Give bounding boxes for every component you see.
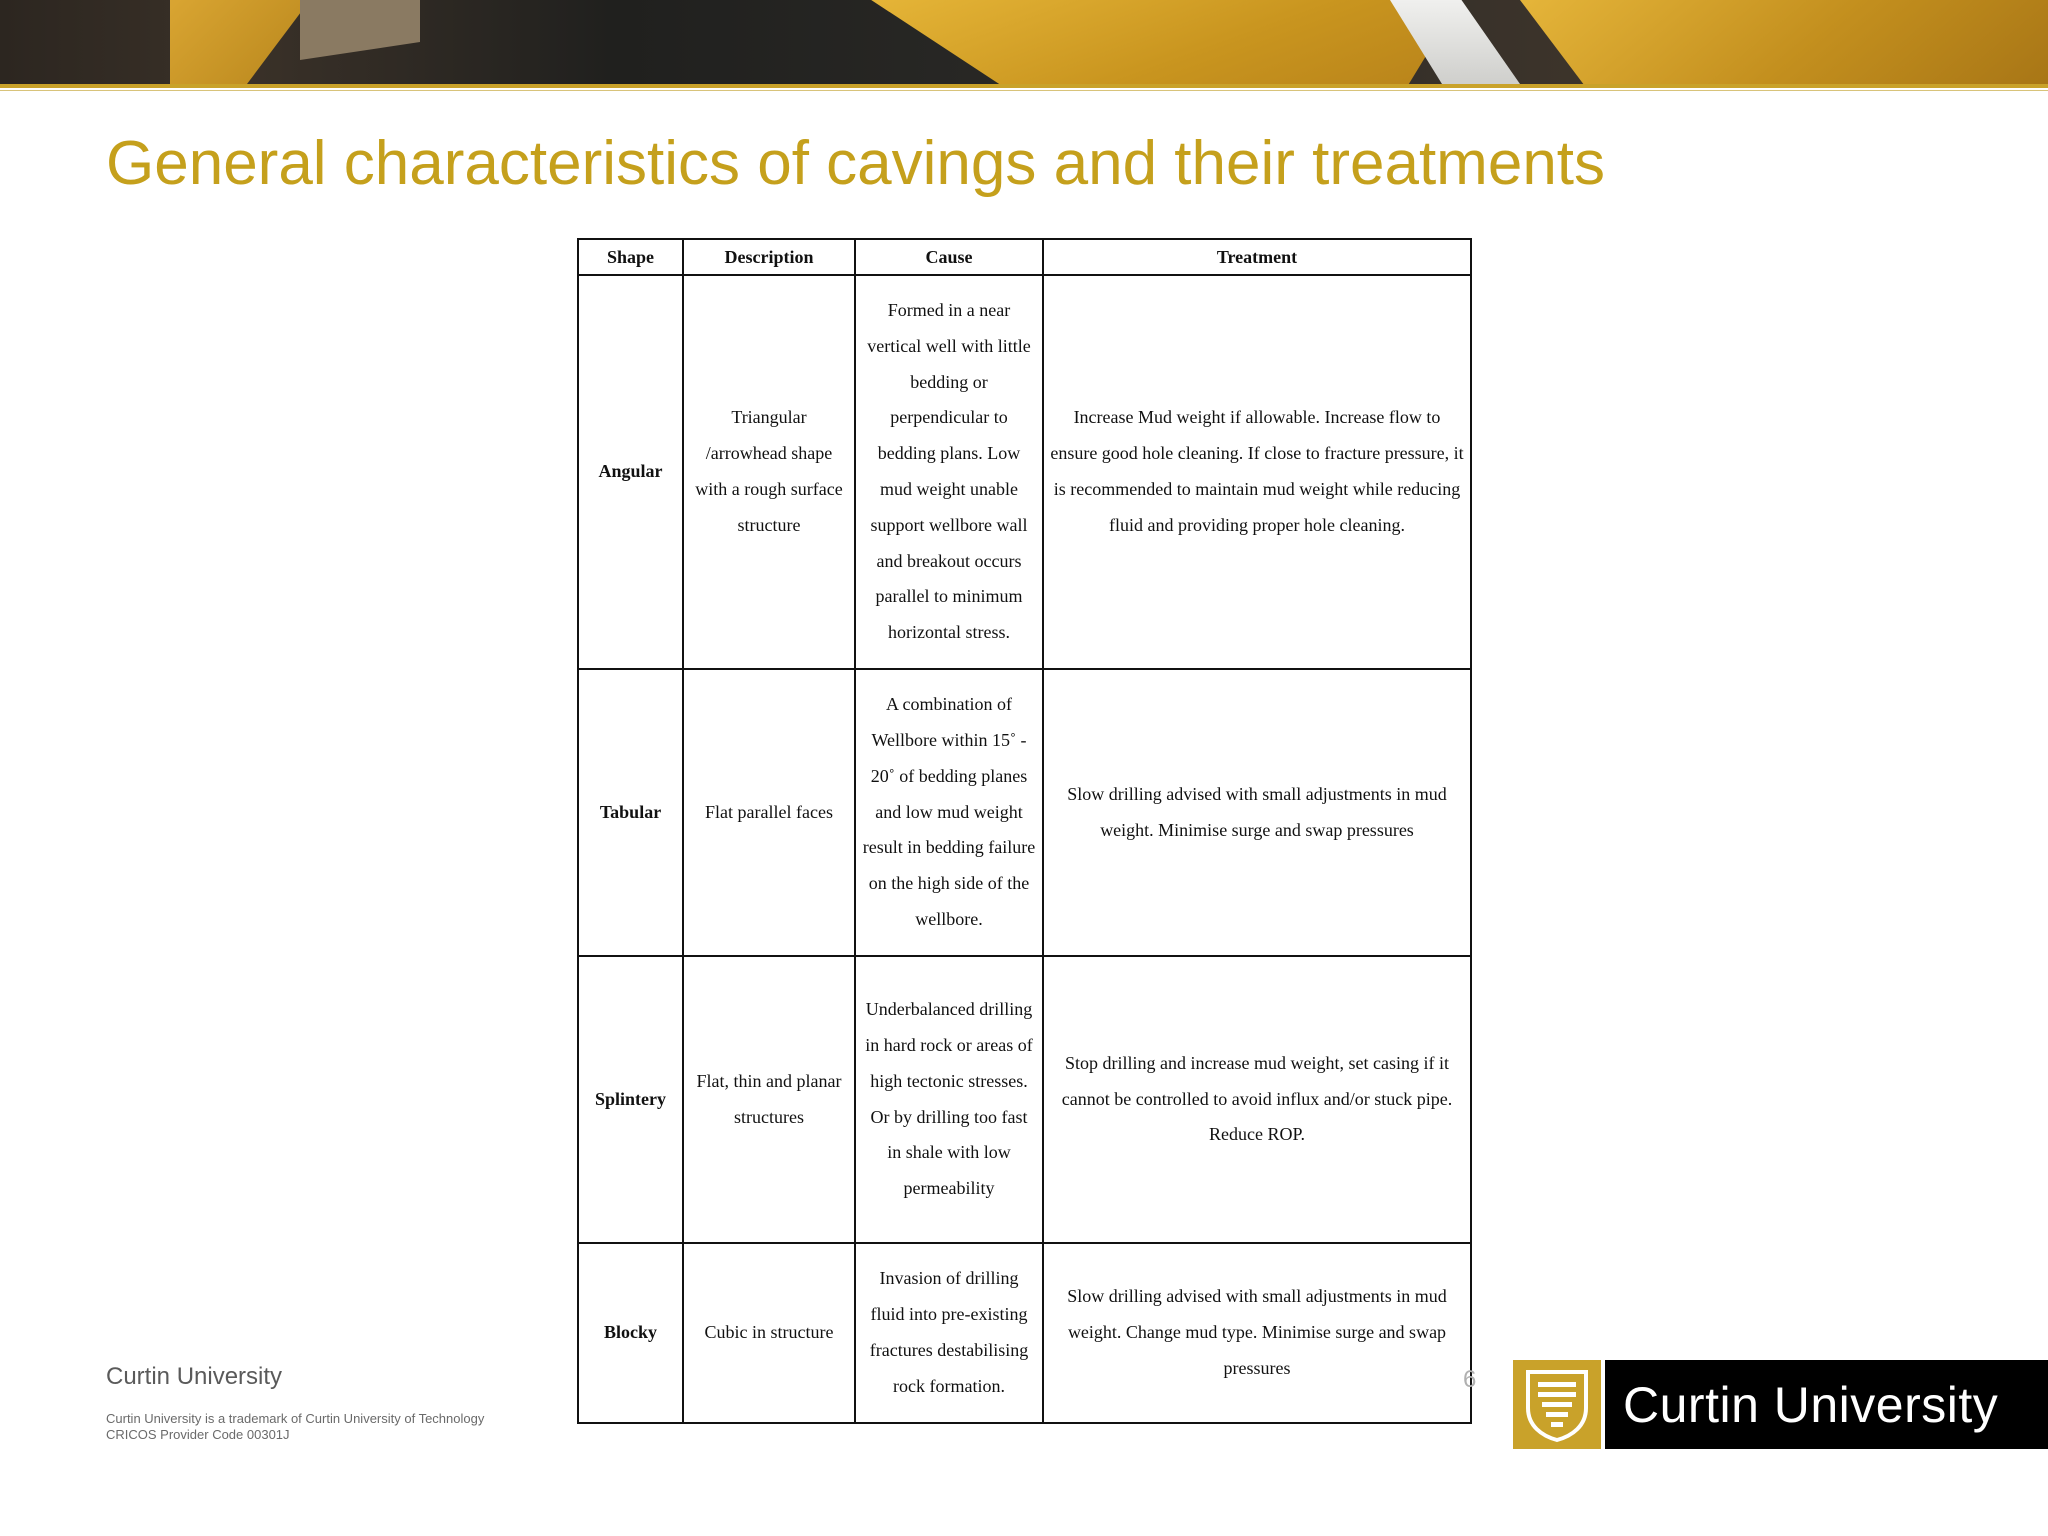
curtin-crest-icon <box>1513 1360 1601 1449</box>
treatment-extra-text: Reduce ROP. <box>1209 1124 1305 1145</box>
treatment-text: Stop drilling and increase mud weight, set casing if it cannot be controlled to avoid influx and/or stuck pipe. <box>1061 1052 1453 1109</box>
footer-legal-line-2: CRICOS Provider Code 00301J <box>106 1427 290 1442</box>
cell-shape: Splintery <box>578 956 683 1243</box>
cell-treatment <box>1043 956 1471 1243</box>
cell-description: Cubic in structure <box>683 1243 855 1423</box>
page-number: 6 <box>1463 1366 1477 1393</box>
header-photo-banner <box>0 0 2048 84</box>
footer-legal-text <box>106 1411 484 1443</box>
slide-title: General characteristics of cavings and their treatments <box>106 129 1606 198</box>
header-thin-rule <box>0 90 2048 91</box>
footer-university-name: Curtin University <box>106 1363 283 1390</box>
footer-legal-line-1: Curtin University is a trademark of Curtin University of Technology <box>106 1411 485 1426</box>
cell-treatment: Slow drilling advised with small adjustments in mud weight. Change mud type. Minimise surge and swap pressures <box>1043 1243 1471 1423</box>
curtin-logo <box>1513 1360 2048 1449</box>
cell-cause: Invasion of drilling fluid into pre-existing fractures destabilising rock formation. <box>855 1243 1043 1423</box>
table-row <box>578 1243 1471 1423</box>
cell-cause: Formed in a near vertical well with little bedding or perpendicular to bedding plans. Low mud weight unable support wellbore wall and breakout occurs parallel to minimum horizontal stress. <box>855 275 1043 669</box>
cavings-table <box>577 238 1472 1424</box>
header-gold-rule <box>0 84 2048 88</box>
cell-description: Triangular /arrowhead shape with a rough surface structure <box>683 275 855 669</box>
banner-yellow-panel-right <box>1520 0 2048 84</box>
cell-shape: Angular <box>578 275 683 669</box>
table-row <box>578 956 1471 1243</box>
cell-treatment: Slow drilling advised with small adjustments in mud weight. Minimise surge and swap pressures <box>1043 669 1471 956</box>
header-shape: Shape <box>578 239 683 275</box>
cell-cause: A combination of Wellbore within 15˚ - 20˚ of bedding planes and low mud weight result in bedding failure on the high side of the wellbore. <box>855 669 1043 956</box>
header-cause: Cause <box>855 239 1043 275</box>
cell-cause: Underbalanced drilling in hard rock or areas of high tectonic stresses. Or by drilling too fast in shale with low permeability <box>855 956 1043 1243</box>
cell-description: Flat, thin and planar structures <box>683 956 855 1243</box>
cell-shape: Blocky <box>578 1243 683 1423</box>
table-row <box>578 275 1471 669</box>
cell-treatment: Increase Mud weight if allowable. Increase flow to ensure good hole cleaning. If close to fracture pressure, it is recommended to maintain mud weight while reducing fluid and providing proper hole cleaning. <box>1043 275 1471 669</box>
cell-shape: Tabular <box>578 669 683 956</box>
table-row <box>578 669 1471 956</box>
cell-description: Flat parallel faces <box>683 669 855 956</box>
table-header-row <box>578 239 1471 275</box>
logo-wordmark: Curtin University <box>1605 1360 2048 1449</box>
header-description: Description <box>683 239 855 275</box>
header-treatment: Treatment <box>1043 239 1471 275</box>
